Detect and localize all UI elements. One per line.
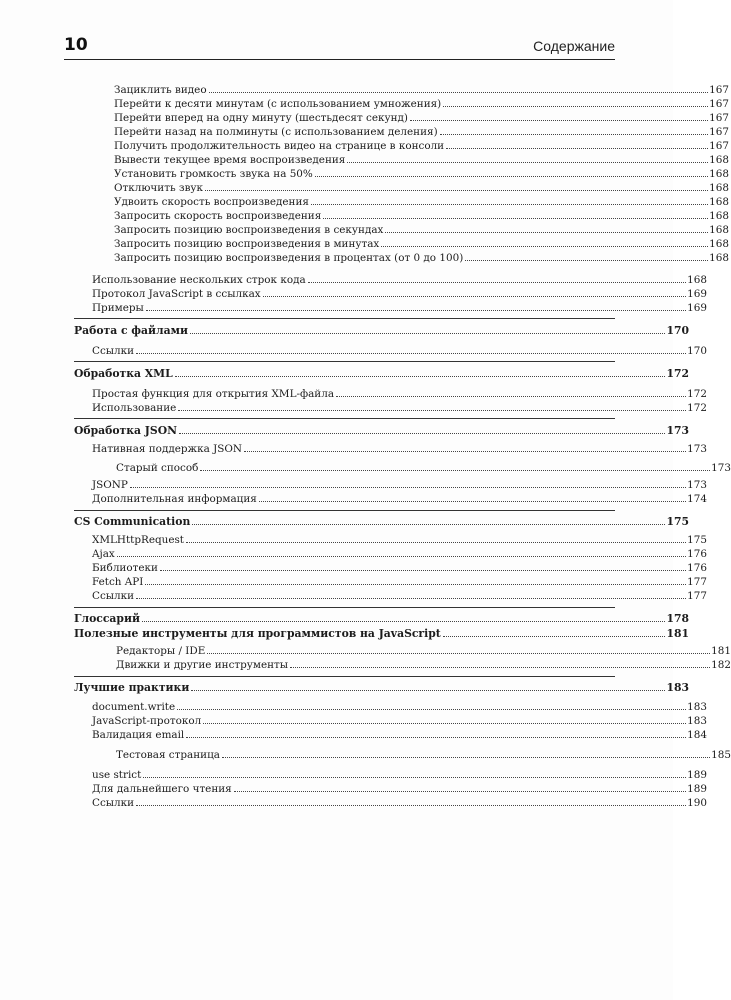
toc-entry: [0, 643, 731, 657]
toc-chapter: [0, 626, 689, 640]
dot-leader: [190, 333, 665, 334]
toc-entry-page: 189: [687, 769, 707, 781]
toc-entry-label: Для дальнейшего чтения: [92, 783, 232, 795]
toc-entry: [0, 747, 731, 761]
dot-leader: [160, 570, 686, 571]
toc-entry: [0, 532, 707, 546]
toc-entry: [0, 152, 729, 166]
toc-entry: [0, 124, 729, 138]
toc-entry-label: Простая функция для открытия XML-файла: [92, 388, 335, 400]
toc-entry-label: Отключить звук: [114, 182, 204, 194]
toc-entry: [0, 713, 707, 727]
toc-entry-page: 168: [709, 210, 729, 222]
dot-leader: [186, 542, 686, 543]
dot-leader: [465, 260, 708, 261]
toc-entry-page: 190: [687, 797, 707, 809]
dot-leader: [263, 296, 687, 297]
dot-leader: [179, 433, 665, 434]
dot-leader: [234, 791, 686, 792]
toc-entry-label: Запросить позицию воспроизведения в секундах: [114, 224, 384, 236]
toc-chapter-label: Обработка XML: [74, 367, 173, 380]
toc-entry-label: Тестовая страница: [116, 749, 220, 761]
dot-leader: [205, 190, 708, 191]
toc-entry-page: 185: [711, 749, 731, 761]
toc-entry-page: 167: [709, 126, 729, 138]
toc-entry: [0, 546, 707, 560]
toc-entry-label: JSONP: [92, 479, 128, 491]
toc-entry: [0, 781, 707, 795]
toc-entry-page: 168: [709, 182, 729, 194]
toc-entry-label: Перейти к десяти минутам (с использованием умножения): [114, 98, 442, 110]
dot-leader: [443, 106, 708, 107]
toc-entry-label: Движки и другие инструменты: [116, 659, 289, 671]
toc-entry-page: 173: [687, 479, 707, 491]
toc-chapter-page: 170: [666, 324, 689, 337]
toc-entry-label: use strict: [92, 769, 142, 781]
toc-entry: [0, 699, 707, 713]
toc-entry: [0, 236, 729, 250]
toc-chapter-label: Работа с файлами: [74, 324, 189, 337]
page-header: [64, 35, 615, 60]
toc-entry-page: 167: [709, 140, 729, 152]
section-divider: [74, 607, 615, 608]
toc-entry: [0, 477, 707, 491]
toc-chapter-page: 181: [666, 627, 689, 640]
toc-entry-label: Нативная поддержка JSON: [92, 443, 242, 455]
toc-chapter-page: 183: [666, 681, 689, 694]
toc-entry-label: Ссылки: [92, 590, 135, 602]
toc-entry-page: 174: [687, 493, 707, 505]
toc-entry-label: Вывести текущее время воспроизведения: [114, 154, 346, 166]
toc-entry: [0, 138, 729, 152]
toc-entry: [0, 727, 707, 741]
toc-entry: [0, 180, 729, 194]
dot-leader: [175, 376, 666, 377]
toc-entry: [0, 795, 707, 809]
toc-entry: [0, 491, 707, 505]
toc-chapter: [0, 366, 689, 380]
dot-leader: [207, 653, 710, 654]
dot-leader: [446, 148, 708, 149]
dot-leader: [200, 470, 710, 471]
dot-leader: [143, 777, 686, 778]
section-divider: [74, 318, 615, 319]
toc-entry-page: 168: [709, 196, 729, 208]
toc-entry-label: document.write: [92, 701, 176, 713]
dot-leader: [186, 737, 686, 738]
toc-entry-page: 181: [711, 645, 731, 657]
toc-entry: [0, 300, 707, 314]
toc-entry-page: 183: [687, 701, 707, 713]
toc-entry-page: 176: [687, 548, 707, 560]
toc-entry: [0, 588, 707, 602]
toc-entry: [0, 222, 729, 236]
toc-entry-label: XMLHttpRequest: [92, 534, 184, 546]
toc-entry-label: Fetch API: [92, 576, 144, 588]
toc-entry-label: Запросить позицию воспроизведения в процентах (от 0 до 100): [114, 252, 464, 264]
toc-chapter: [0, 423, 689, 437]
toc-entry-page: 182: [711, 659, 731, 671]
toc-entry-page: 183: [687, 715, 707, 727]
toc-entry: [0, 272, 707, 286]
toc-entry-label: Установить громкость звука на 50%: [114, 168, 313, 180]
toc-entry-label: Использование: [92, 402, 177, 414]
dot-leader: [192, 524, 665, 525]
toc-entry-label: Запросить позицию воспроизведения в минутах: [114, 238, 380, 250]
dot-leader: [191, 690, 665, 691]
toc-entry-label: Ссылки: [92, 797, 135, 809]
dot-leader: [178, 410, 686, 411]
dot-leader: [146, 310, 686, 311]
toc-chapter: [0, 323, 689, 337]
toc-entry-label: Ajax: [92, 548, 115, 560]
toc-entry-page: 168: [709, 168, 729, 180]
toc-chapter-page: 178: [666, 612, 689, 625]
page-number: 10: [64, 35, 88, 55]
dot-leader: [443, 636, 666, 637]
toc-chapter-label: Лучшие практики: [74, 681, 190, 694]
toc-entry-page: 176: [687, 562, 707, 574]
dot-leader: [136, 805, 686, 806]
toc-entry-page: 173: [687, 443, 707, 455]
dot-leader: [308, 282, 686, 283]
dot-leader: [385, 232, 708, 233]
toc-entry-page: 169: [687, 288, 707, 300]
dot-leader: [290, 667, 710, 668]
section-divider: [74, 418, 615, 419]
toc-entry-page: 172: [687, 388, 707, 400]
dot-leader: [244, 451, 686, 452]
toc-entry: [0, 250, 729, 264]
dot-leader: [136, 353, 686, 354]
dot-leader: [347, 162, 708, 163]
dot-leader: [136, 598, 686, 599]
toc-entry-page: 168: [687, 274, 707, 286]
dot-leader: [117, 556, 686, 557]
toc-chapter: [0, 680, 689, 694]
toc-entry: [0, 343, 707, 357]
toc-entry: [0, 657, 731, 671]
toc-entry: [0, 110, 729, 124]
dot-leader: [336, 396, 686, 397]
section-divider: [74, 361, 615, 362]
toc-entry-page: 167: [709, 98, 729, 110]
section-divider: [74, 676, 615, 677]
toc-chapter-page: 175: [666, 515, 689, 528]
dot-leader: [410, 120, 708, 121]
toc-entry-label: Дополнительная информация: [92, 493, 257, 505]
toc-chapter-label: Глоссарий: [74, 612, 140, 625]
toc-entry: [0, 386, 707, 400]
toc-entry: [0, 560, 707, 574]
toc-entry-label: Старый способ: [116, 462, 199, 474]
toc-entry: [0, 767, 707, 781]
dot-leader: [203, 723, 686, 724]
toc-entry-label: Ссылки: [92, 345, 135, 357]
dot-leader: [209, 92, 709, 93]
toc-chapter-label: Полезные инструменты для программистов на JavaScript: [74, 627, 441, 640]
toc-entry-page: 168: [709, 252, 729, 264]
dot-leader: [381, 246, 708, 247]
toc-entry-page: 177: [687, 576, 707, 588]
dot-leader: [440, 134, 709, 135]
dot-leader: [142, 621, 665, 622]
toc-chapter-label: Обработка JSON: [74, 424, 177, 437]
toc-entry-page: 169: [687, 302, 707, 314]
toc-entry-page: 168: [709, 238, 729, 250]
toc-entry-label: Библиотеки: [92, 562, 158, 574]
toc-chapter: [0, 514, 689, 528]
toc-entry: [0, 208, 729, 222]
dot-leader: [315, 176, 708, 177]
toc-entry-page: 189: [687, 783, 707, 795]
dot-leader: [130, 487, 686, 488]
dot-leader: [177, 709, 686, 710]
dot-leader: [259, 501, 686, 502]
toc-entry-label: JavaScript-протокол: [92, 715, 202, 727]
toc-chapter-page: 173: [666, 424, 689, 437]
toc-entry-label: Использование нескольких строк кода: [92, 274, 306, 286]
toc-entry-label: Редакторы / IDE: [116, 645, 206, 657]
section-divider: [74, 510, 615, 511]
dot-leader: [222, 757, 710, 758]
toc-entry: [0, 194, 729, 208]
toc-entry-page: 167: [709, 112, 729, 124]
dot-leader: [323, 218, 708, 219]
toc-chapter: [0, 611, 689, 625]
toc-entry-page: 173: [711, 462, 731, 474]
toc-entry: [0, 286, 707, 300]
toc-entry-page: 172: [687, 402, 707, 414]
toc-entry: [0, 441, 707, 455]
toc-entry-page: 167: [709, 84, 729, 96]
toc-entry: [0, 574, 707, 588]
toc-entry-label: Протокол JavaScript в ссылках: [92, 288, 261, 300]
toc-chapter-label: CS Communication: [74, 515, 191, 528]
toc-entry: [0, 96, 729, 110]
toc-entry: [0, 82, 729, 96]
toc-entry: [0, 460, 731, 474]
toc-entry-page: 177: [687, 590, 707, 602]
toc-entry-page: 175: [687, 534, 707, 546]
toc-entry-label: Получить продолжительность видео на странице в консоли: [114, 140, 445, 152]
toc-entry-page: 184: [687, 729, 707, 741]
toc-chapter-page: 172: [666, 367, 689, 380]
toc-entry-label: Перейти назад на полминуты (с использованием деления): [114, 126, 438, 138]
toc-entry-label: Удвоить скорость воспроизведения: [114, 196, 309, 208]
toc-entry-label: Перейти вперед на одну минуту (шестьдесят секунд): [114, 112, 408, 124]
toc-entry-page: 168: [709, 154, 729, 166]
dot-leader: [145, 584, 686, 585]
toc-entry-label: Примеры: [92, 302, 144, 314]
running-title: Содержание: [533, 38, 615, 54]
toc-entry: [0, 166, 729, 180]
toc-entry-label: Зациклить видео: [114, 84, 207, 96]
toc-entry-label: Запросить скорость воспроизведения: [114, 210, 322, 222]
toc-entry-page: 168: [709, 224, 729, 236]
dot-leader: [311, 204, 708, 205]
toc-entry-label: Валидация email: [92, 729, 185, 741]
toc-entry-page: 170: [687, 345, 707, 357]
toc-entry: [0, 400, 707, 414]
